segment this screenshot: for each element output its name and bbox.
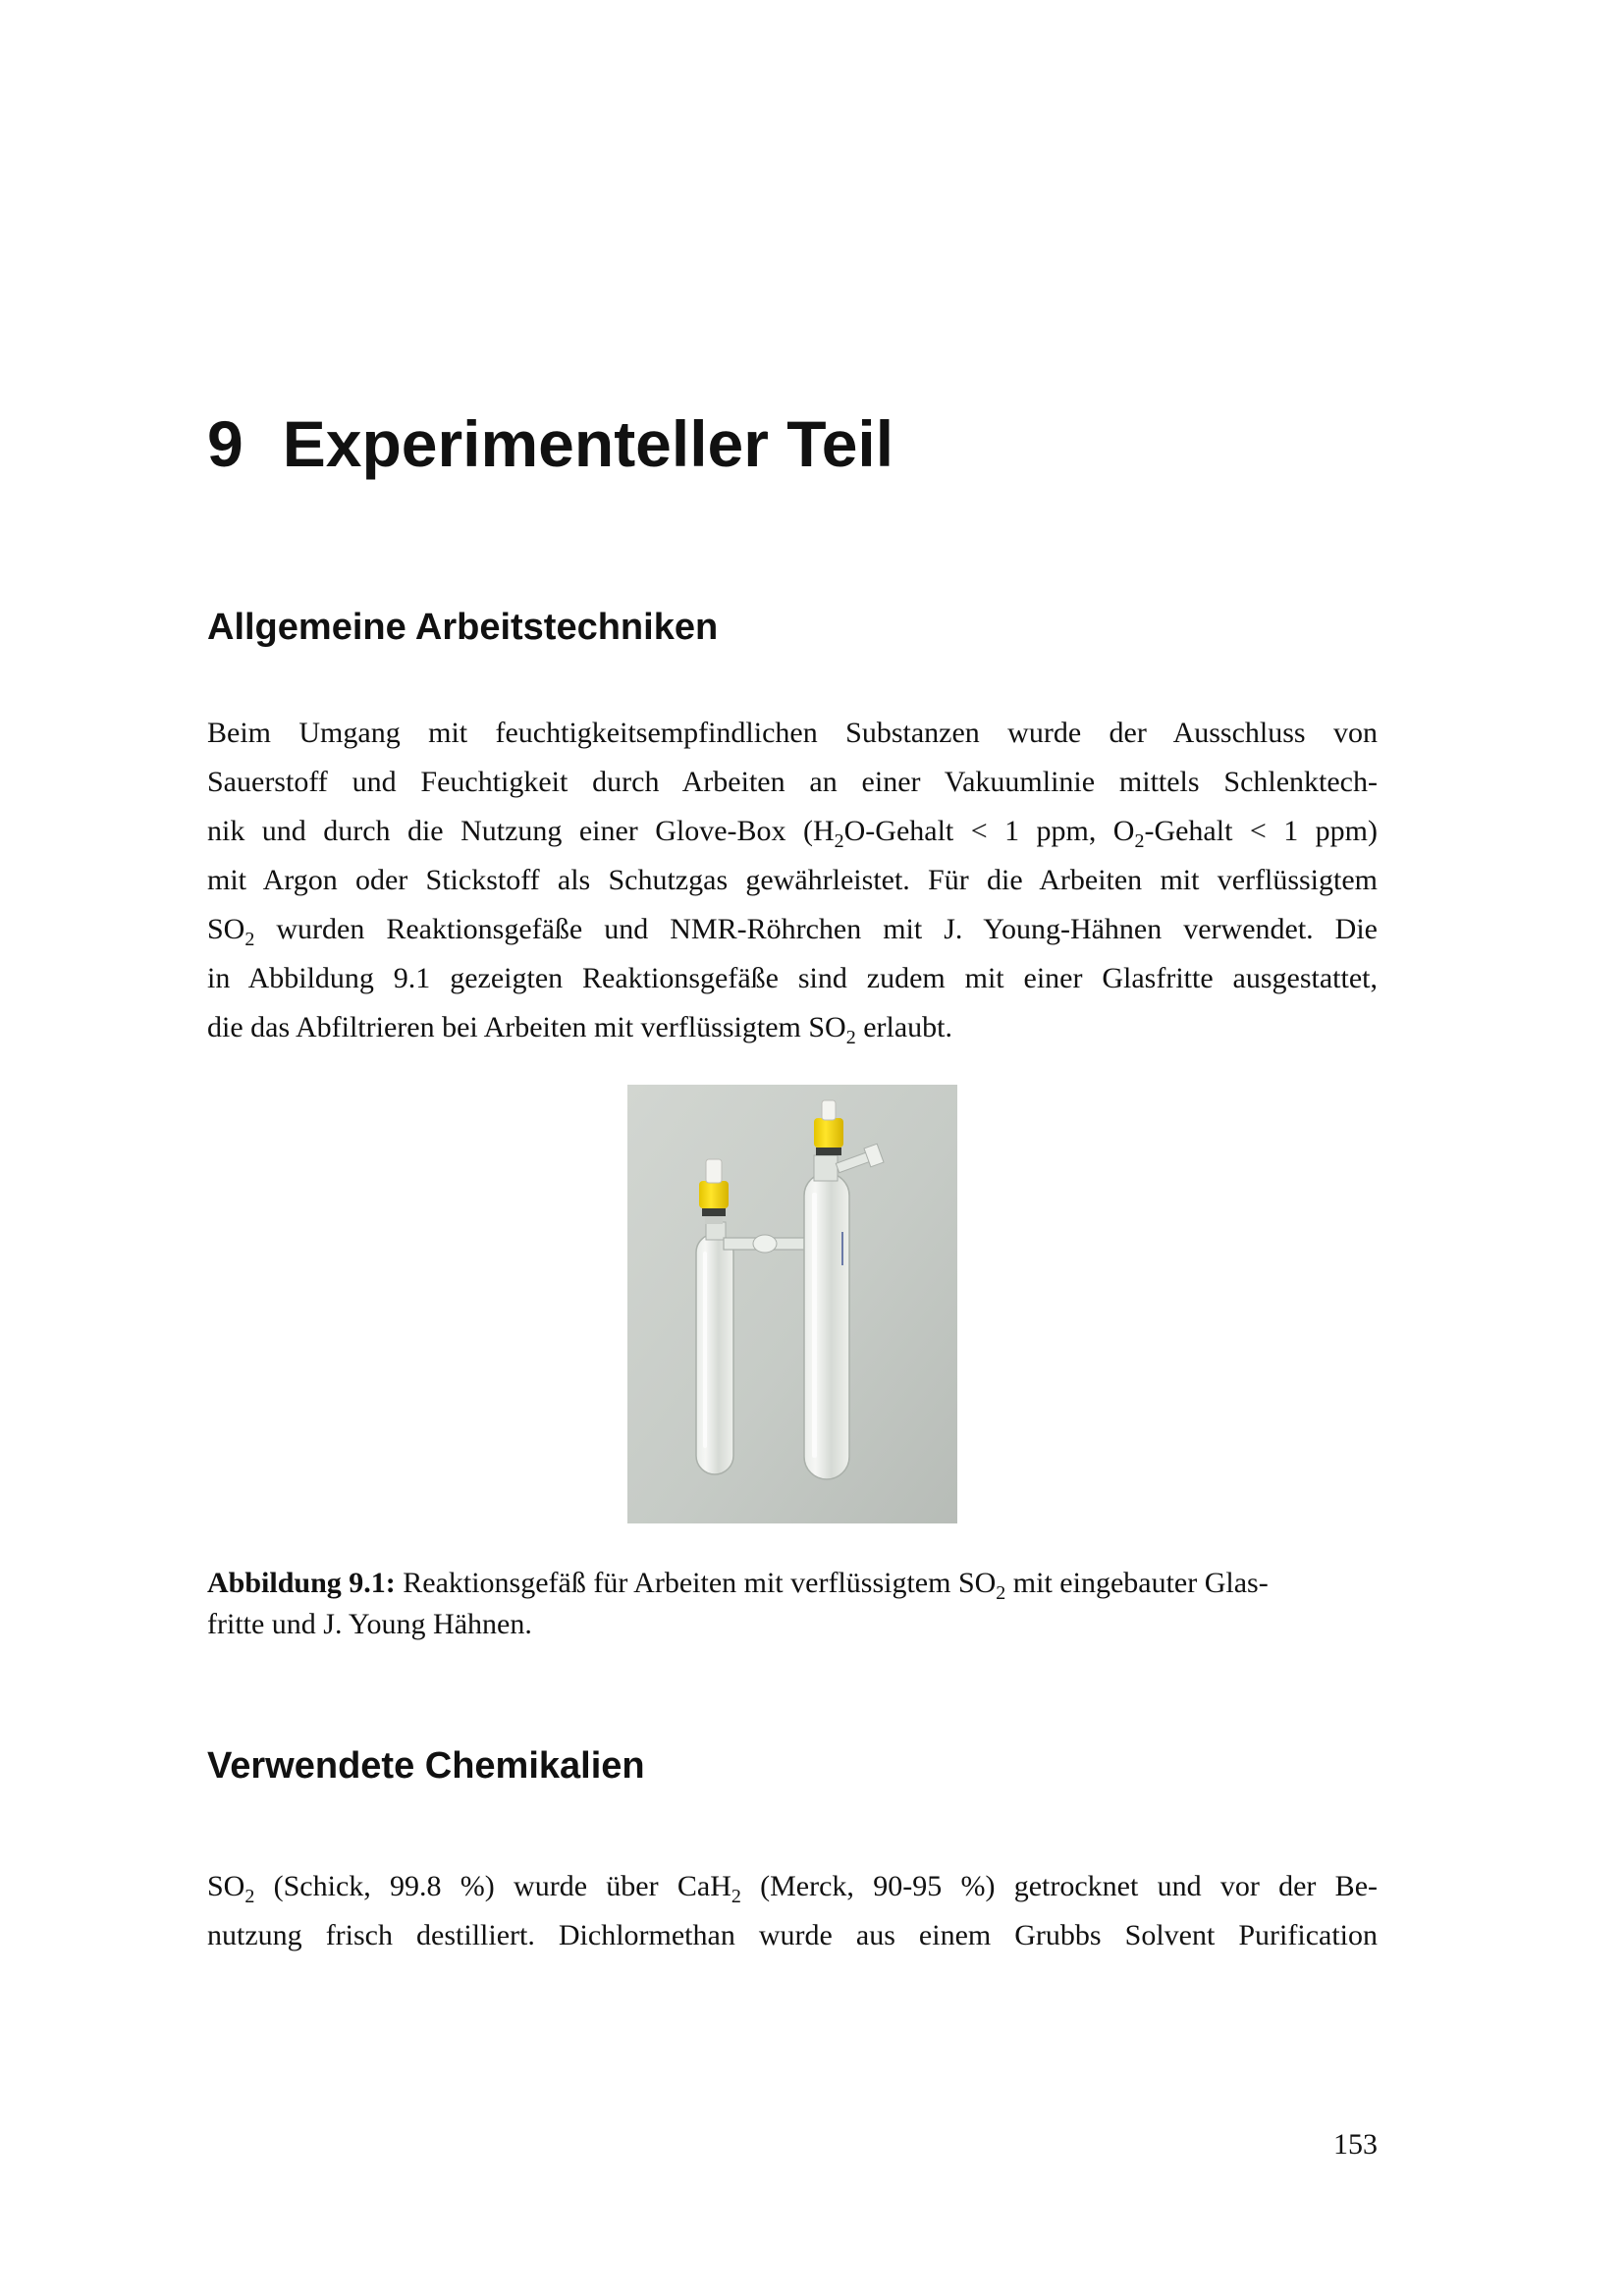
section-heading-allgemeine-arbeitstechniken: Allgemeine Arbeitstechniken [207,607,719,648]
figure-photo-reaction-vessel [627,1085,957,1523]
paragraph-line: Sauerstoff und Feuchtigkeit durch Arbeiten an einer Vakuumlinie mittels Schlenktech- [207,766,1378,798]
paragraph-line: mit Argon oder Stickstoff als Schutzgas gewährleistet. Für die Arbeiten mit verflüssigtem [207,864,1378,896]
text-run: erlaubt. [855,1011,952,1043]
caption-text: mit eingebauter Glas- [1005,1567,1269,1599]
text-run: SO [207,913,245,945]
text-run: SO [207,1870,245,1902]
subscript: 2 [996,1582,1006,1604]
paragraph-line [207,905,1378,954]
paragraph-arbeitstechniken [207,709,1378,1052]
paragraph-line [207,1003,1378,1052]
subscript: 2 [244,1886,255,1907]
chapter-title [207,404,893,483]
subscript: 2 [834,830,844,852]
subscript: 2 [244,929,255,950]
paragraph-line: nutzung frisch destilliert. Dichlormethan wurde aus einem Grubbs Solvent Purification [207,1919,1378,1951]
chapter-title-text: Experimenteller Teil [282,407,894,480]
chapter-number: 9 [207,407,244,480]
caption-text: fritte und J. Young Hähnen. [207,1608,532,1640]
text-run: die das Abfiltrieren bei Arbeiten mit verflüssigtem SO [207,1011,846,1043]
paragraph-line: in Abbildung 9.1 gezeigten Reaktionsgefäße sind zudem mit einer Glasfritte ausgestattet, [207,962,1378,994]
subscript: 2 [1134,830,1145,852]
text-run: nik und durch die Nutzung einer Glove-Box (H [207,815,835,847]
subscript: 2 [731,1886,741,1907]
paragraph-line [207,1862,1378,1911]
text-run: -Gehalt < 1 ppm) [1144,815,1378,847]
paragraph-line: Beim Umgang mit feuchtigkeitsempfindlichen Substanzen wurde der Ausschluss von [207,717,1378,749]
page-number: 153 [1333,2128,1378,2161]
section-heading-verwendete-chemikalien: Verwendete Chemikalien [207,1745,645,1787]
caption-label: Abbildung 9.1: [207,1567,396,1599]
paragraph-line [207,807,1378,856]
text-run: wurden Reaktionsgefäße und NMR-Röhrchen mit J. Young-Hähnen verwendet. Die [254,913,1378,945]
paragraph-chemikalien [207,1862,1378,1960]
text-run: O-Gehalt < 1 ppm, O [843,815,1135,847]
text-run: (Merck, 90-95 %) getrocknet und vor der Be- [740,1870,1378,1902]
caption-text: Reaktionsgefäß für Arbeiten mit verflüssigtem SO [395,1567,997,1599]
text-run: (Schick, 99.8 %) wurde über CaH [254,1870,731,1902]
figure-caption [207,1563,1378,1645]
subscript: 2 [845,1027,856,1048]
